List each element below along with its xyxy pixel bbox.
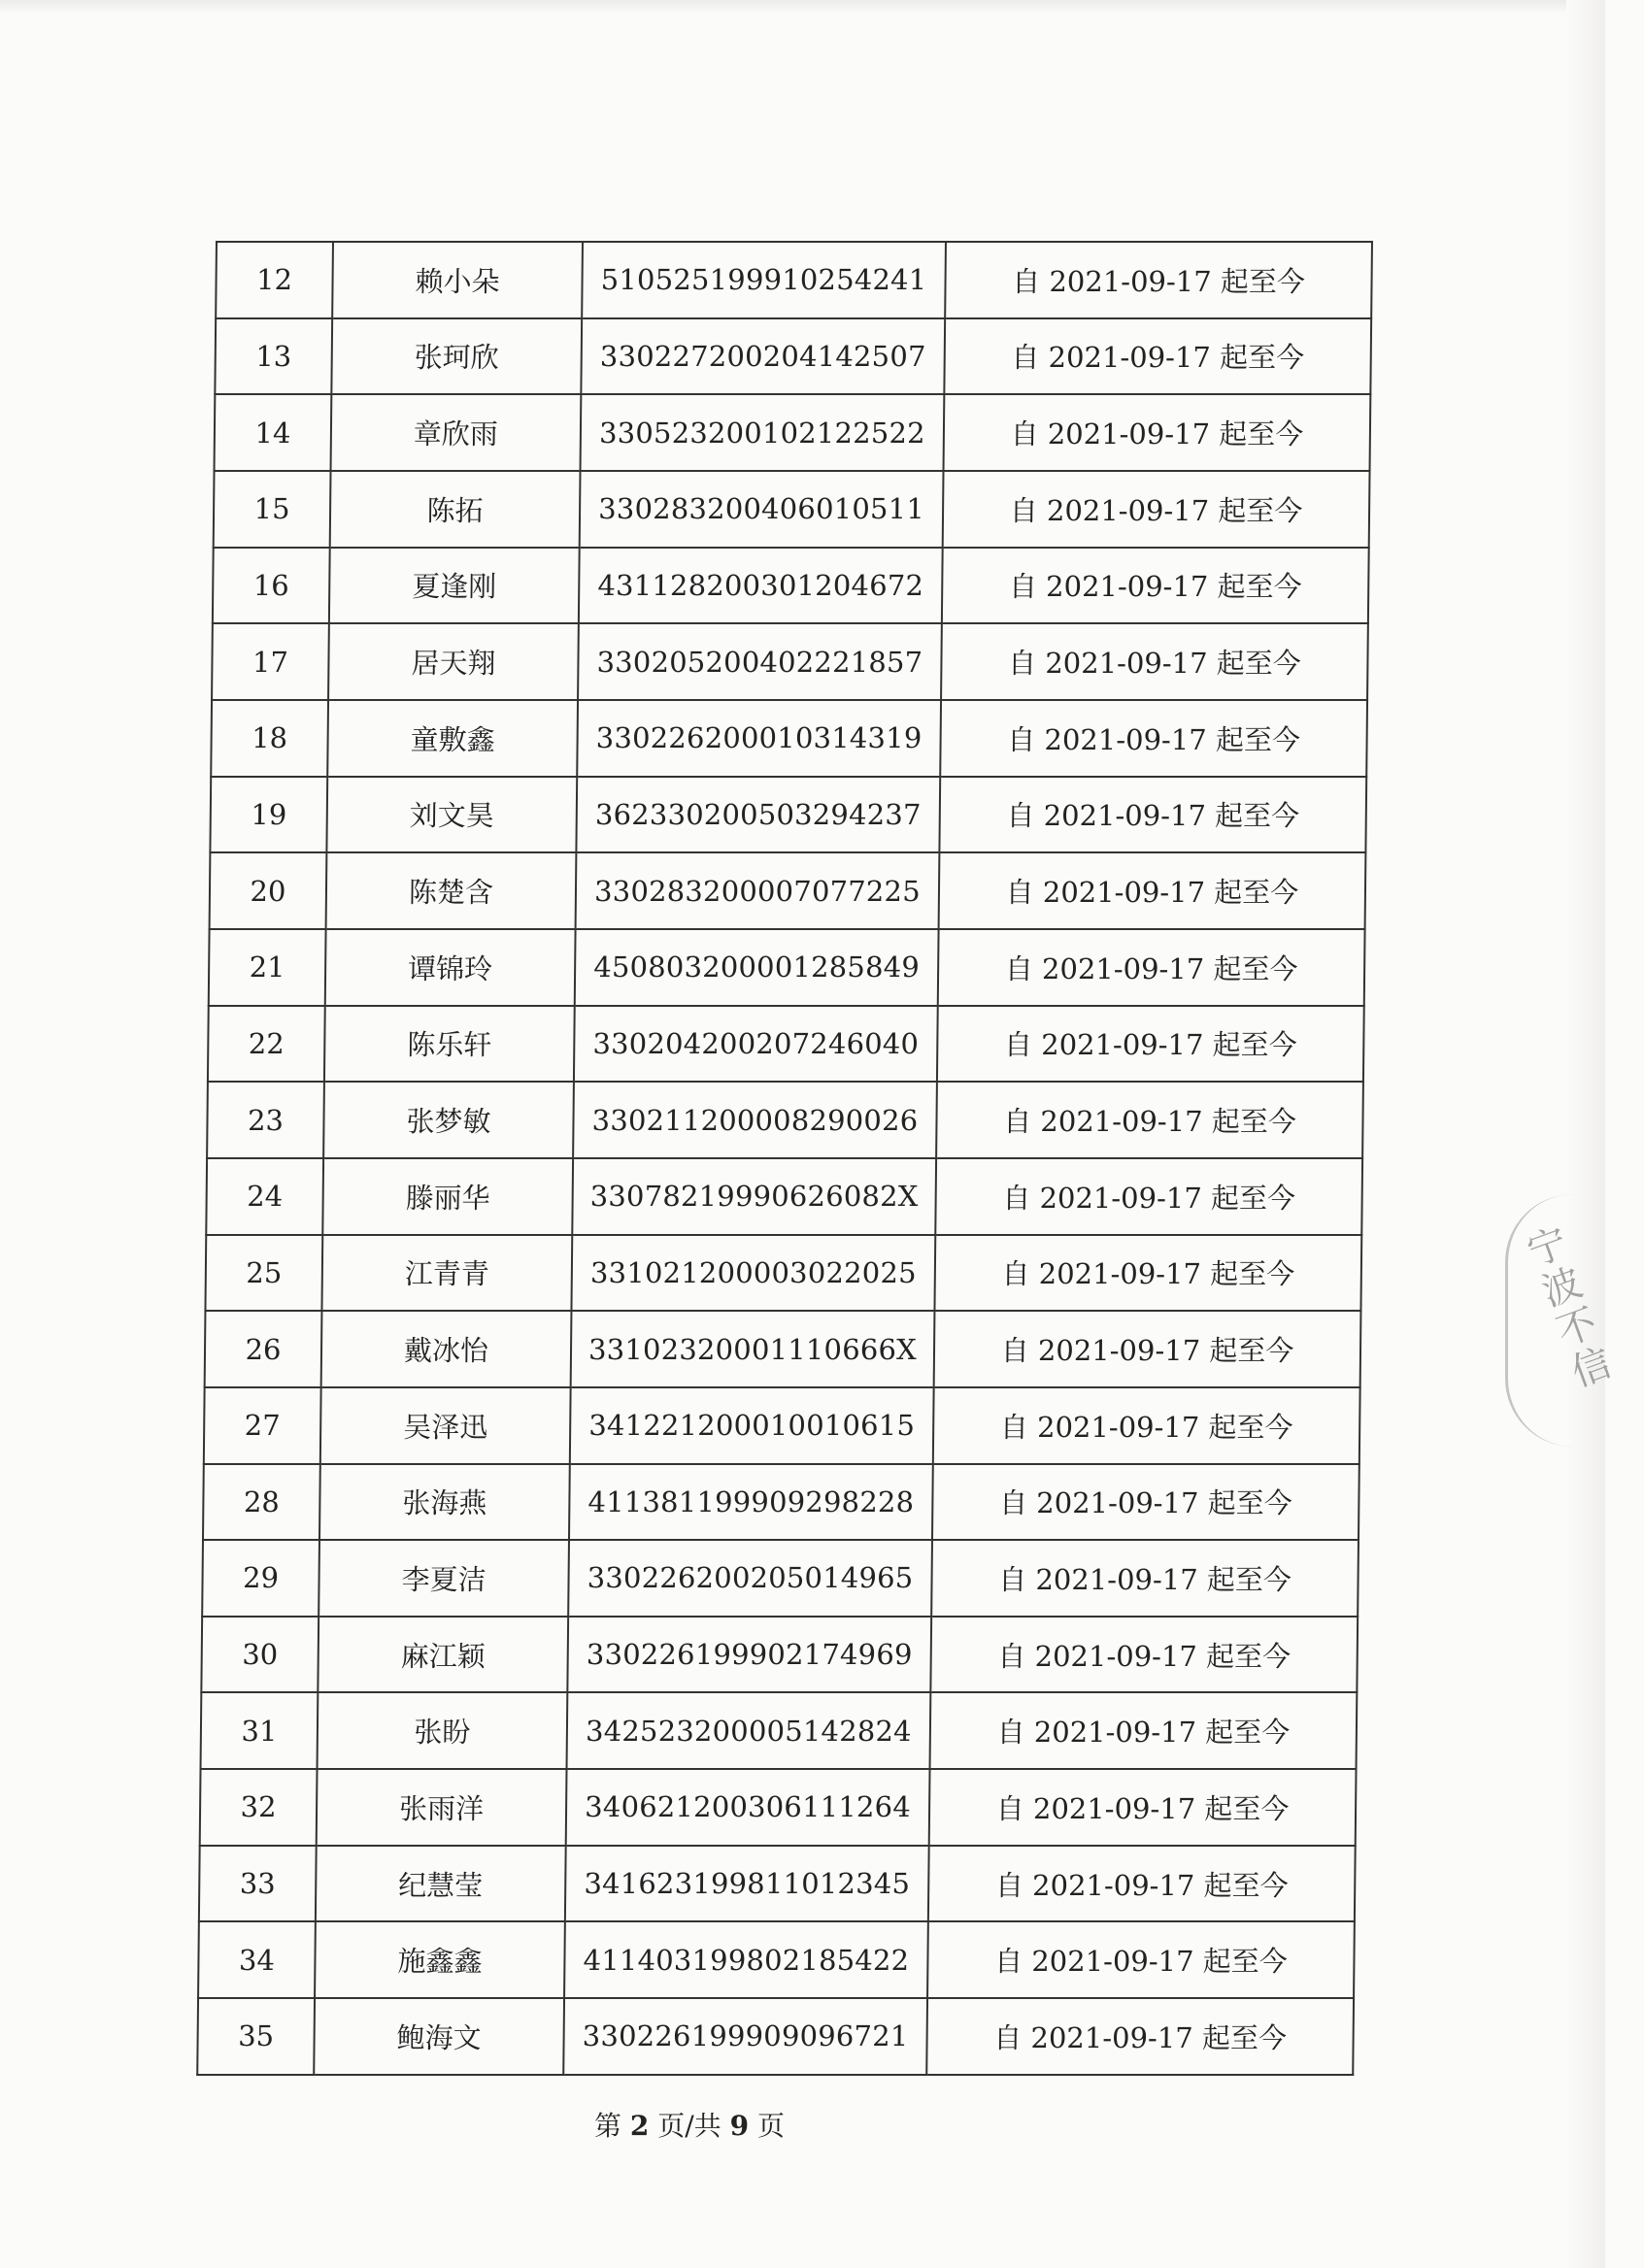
cell-name: 陈乐轩 [324,1006,575,1083]
cell-id-number: 450803200001285849 [575,929,939,1006]
cell-number: 24 [206,1158,323,1235]
cell-name: 童敷鑫 [327,700,578,777]
cell-period: 自 2021-09-17 起至今 [928,1846,1356,1922]
cell-period: 自 2021-09-17 起至今 [926,1998,1354,2075]
cell-number: 32 [200,1769,318,1846]
cell-id-number: 330226200010314319 [577,700,941,777]
table-row [199,1846,1356,1922]
table-row [213,548,1369,624]
cell-number: 33 [199,1846,317,1922]
cell-period: 自 2021-09-17 起至今 [936,1082,1363,1158]
cell-period: 自 2021-09-17 起至今 [933,1387,1360,1464]
cell-id-number: 362330200503294237 [576,777,940,853]
scan-edge-top [0,0,1605,14]
cell-id-number: 510525199910254241 [582,242,946,318]
cell-id-number: 330226199909096721 [563,1998,927,2075]
cell-number: 21 [209,929,326,1006]
cell-period: 自 2021-09-17 起至今 [943,471,1370,548]
cell-id-number: 330283200406010511 [580,471,944,548]
table-row [209,929,1365,1006]
cell-name: 滕丽华 [322,1158,573,1235]
cell-number: 22 [208,1006,325,1083]
cell-name: 张海燕 [319,1464,570,1541]
table-row [202,1540,1359,1617]
cell-name: 鲍海文 [314,1998,564,2075]
cell-id-number: 342523200005142824 [567,1692,931,1769]
cell-id-number: 330523200102122522 [581,394,945,471]
official-seal-text: 宁波不信 [1516,1220,1617,1397]
cell-id-number: 330226199902174969 [567,1617,931,1693]
table-row [215,318,1371,395]
cell-period: 自 2021-09-17 起至今 [938,929,1365,1006]
cell-name: 陈楚含 [326,852,577,929]
cell-period: 自 2021-09-17 起至今 [934,1235,1361,1312]
cell-name: 刘文昊 [326,777,577,853]
page-footer [0,2105,1379,2144]
cell-period: 自 2021-09-17 起至今 [944,394,1371,471]
cell-number: 30 [201,1617,319,1693]
footer-prefix: 第 [593,2110,621,2142]
cell-id-number: 330226200205014965 [568,1540,932,1617]
cell-id-number: 330204200207246040 [574,1006,938,1083]
cell-name: 张雨洋 [317,1769,567,1846]
cell-id-number: 33102320001110666X [571,1311,935,1387]
cell-id-number: 431128200301204672 [579,548,943,624]
table-row [201,1692,1358,1769]
cell-name: 施鑫鑫 [315,1921,565,1998]
cell-name: 章欣雨 [331,394,582,471]
cell-id-number: 341221200010010615 [570,1387,934,1464]
cell-id-number: 411381199909298228 [569,1464,933,1541]
cell-id-number: 330227200204142507 [581,318,945,395]
cell-name: 戴冰怡 [321,1311,572,1387]
cell-period: 自 2021-09-17 起至今 [931,1540,1359,1617]
cell-period: 自 2021-09-17 起至今 [930,1692,1358,1769]
scan-edge-right [1566,0,1605,2268]
table-row [206,1158,1362,1235]
cell-number: 16 [213,548,330,624]
cell-period: 自 2021-09-17 起至今 [935,1158,1362,1235]
cell-period: 自 2021-09-17 起至今 [939,852,1366,929]
cell-name: 夏逢刚 [329,548,580,624]
cell-period: 自 2021-09-17 起至今 [944,318,1371,395]
footer-current-page: 2 [629,2110,650,2142]
cell-id-number: 341623199811012345 [565,1846,929,1922]
table-row [198,1921,1355,1998]
cell-name: 纪慧莹 [316,1846,566,1922]
cell-number: 35 [197,1998,315,2075]
cell-name: 麻江颖 [318,1617,568,1693]
cell-period: 自 2021-09-17 起至今 [940,700,1367,777]
cell-number: 31 [201,1692,319,1769]
table-row [200,1769,1357,1846]
cell-number: 27 [204,1387,321,1464]
cell-number: 28 [203,1464,320,1541]
cell-name: 张梦敏 [323,1082,574,1158]
table-row [211,700,1367,777]
cell-number: 13 [215,318,332,395]
cell-id-number: 330205200402221857 [578,623,942,700]
cell-number: 14 [215,394,332,471]
cell-name: 张珂欣 [331,318,582,395]
cell-id-number: 33078219990626082X [572,1158,936,1235]
cell-period: 自 2021-09-17 起至今 [942,548,1369,624]
cell-number: 29 [202,1540,319,1617]
table-row [208,1006,1364,1083]
table-row [215,394,1371,471]
footer-middle: 页/共 [657,2110,721,2142]
table-row [210,852,1366,929]
table-row [210,777,1366,853]
cell-period: 自 2021-09-17 起至今 [937,1006,1364,1083]
cell-name: 居天翔 [328,623,579,700]
cell-number: 34 [198,1921,316,1998]
cell-number: 23 [207,1082,324,1158]
cell-period: 自 2021-09-17 起至今 [941,623,1368,700]
table-row [205,1311,1361,1387]
table-row [201,1617,1358,1693]
cell-period: 自 2021-09-17 起至今 [934,1311,1361,1387]
cell-name: 谭锦玲 [325,929,576,1006]
table-row [203,1464,1359,1541]
cell-number: 18 [211,700,328,777]
cell-name: 吴泽迅 [320,1387,571,1464]
roster-table [196,241,1373,2076]
cell-period: 自 2021-09-17 起至今 [932,1464,1359,1541]
cell-number: 15 [214,471,331,548]
table-row [197,1998,1354,2075]
cell-period: 自 2021-09-17 起至今 [945,242,1372,318]
table-row [214,471,1370,548]
table-row [212,623,1368,700]
cell-id-number: 411403199802185422 [564,1921,928,1998]
cell-number: 26 [205,1311,322,1387]
cell-name: 李夏洁 [319,1540,569,1617]
cell-number: 19 [210,777,327,853]
cell-period: 自 2021-09-17 起至今 [930,1617,1358,1693]
cell-name: 江青青 [321,1235,572,1312]
table-row [207,1082,1363,1158]
cell-number: 20 [210,852,327,929]
cell-id-number: 340621200306111264 [566,1769,930,1846]
cell-period: 自 2021-09-17 起至今 [927,1921,1355,1998]
table-row [204,1387,1360,1464]
cell-name: 陈拓 [330,471,581,548]
cell-number: 25 [205,1235,322,1312]
cell-id-number: 330211200008290026 [573,1082,937,1158]
cell-period: 自 2021-09-17 起至今 [939,777,1366,853]
cell-id-number: 331021200003022025 [571,1235,935,1312]
cell-name: 张盼 [318,1692,568,1769]
roster-table-body [197,242,1372,2075]
table-row [216,242,1372,318]
cell-number: 12 [216,242,333,318]
cell-id-number: 330283200007077225 [576,852,940,929]
cell-period: 自 2021-09-17 起至今 [929,1769,1357,1846]
cell-name: 赖小朵 [332,242,583,318]
footer-suffix: 页 [757,2110,786,2142]
footer-total-pages: 9 [729,2110,750,2142]
cell-number: 17 [212,623,329,700]
table-row [205,1235,1361,1312]
